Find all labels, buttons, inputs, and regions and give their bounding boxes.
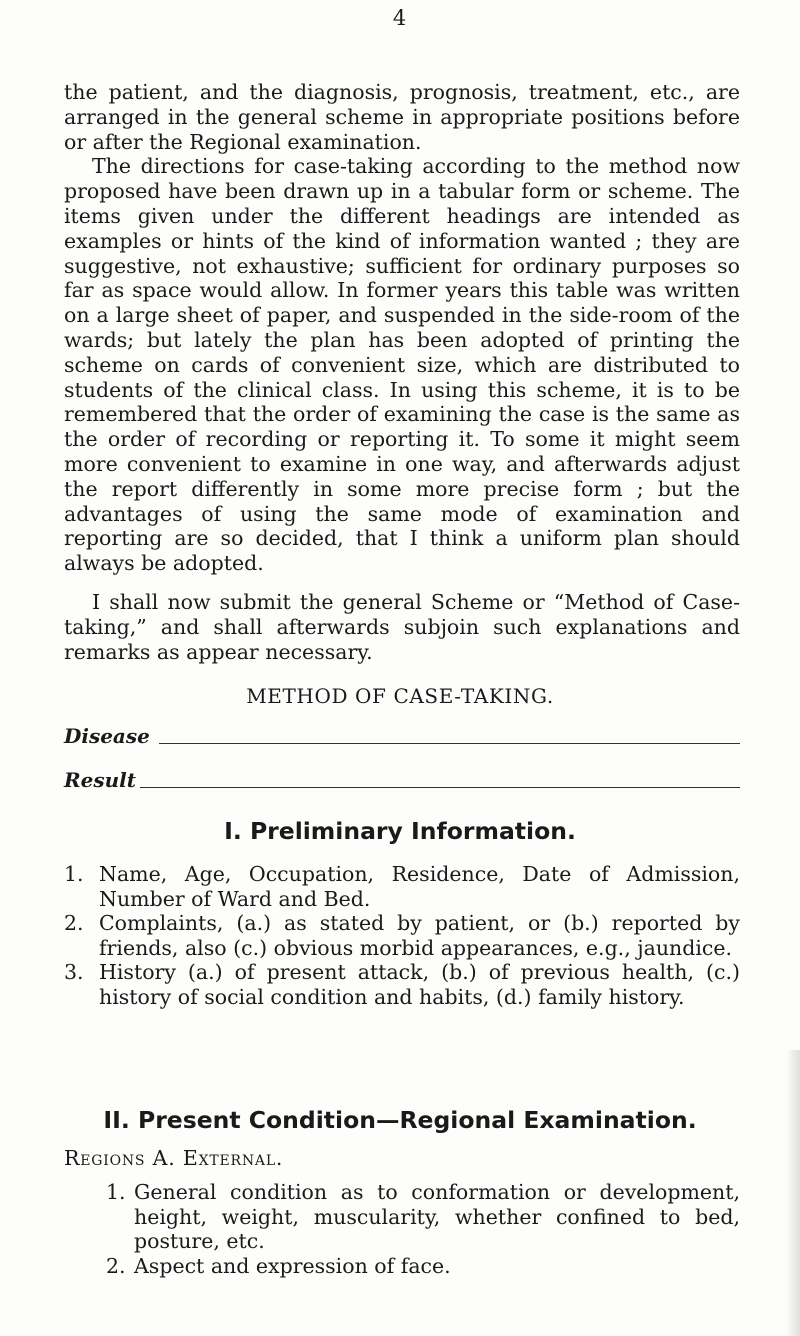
list-item xyxy=(64,960,740,1009)
result-label: Result xyxy=(64,768,136,792)
preliminary-list xyxy=(64,862,740,1010)
intro-paragraph xyxy=(64,80,740,576)
submit-paragraph-text: I shall now submit the general Scheme or “Method of Case-taking,” and shall afterwards subjoin such explanations and remarks as appear necessary. xyxy=(64,590,740,664)
list-item xyxy=(64,911,740,960)
list-item-number: 3. xyxy=(64,960,84,985)
page-number: 4 xyxy=(392,6,408,30)
list-item-number: 2. xyxy=(106,1253,126,1278)
regions-subheading: Regions A. External. xyxy=(64,1146,284,1170)
disease-label: Disease xyxy=(64,724,150,748)
list-item-number: 1. xyxy=(106,1180,126,1204)
page-edge-shadow xyxy=(786,1050,800,1336)
list-item-text: History (a.) of present attack, (b.) of previous health, (c.) history of social condition and habits, (d.) family history. xyxy=(99,960,740,1009)
method-title: METHOD OF CASE-TAKING. xyxy=(246,684,554,708)
intro-paragraph-line2: The directions for case-taking according to the method now proposed have been drawn up in a tabular form or scheme. The items given under the different headings are intended as examples or hints of the kind of information wanted ; they are suggestive, not exhaustive; sufficient for ordinary purposes so far as space would allow. In former years this table was written on a large sheet of paper, and suspended in the side-room of the wards; but lately the plan has been adopted of printing the scheme on cards of convenient size, which are distributed to students of the clinical class. In using this scheme, it is to be remembered that the order of examining the case is the same as the order of recording or reporting it. To some it might seem more convenient to examine in one way, and afterwards adjust the report differently in some more precise form ; but the advantages of using the same mode of examination and reporting are so decided, that I think a uniform plan should always be adopted. xyxy=(64,154,740,576)
result-field xyxy=(64,768,740,792)
intro-paragraph-line1: the patient, and the diagnosis, prognosis, treatment, etc., are arranged in the general scheme in appropriate positions before or after the Regional examination. xyxy=(64,80,740,154)
list-item xyxy=(106,1180,740,1254)
submit-paragraph xyxy=(64,590,740,664)
disease-blank-line xyxy=(159,743,740,744)
disease-field xyxy=(64,724,740,748)
list-item-text: General condition as to conformation or development, height, weight, muscularity, whether confined to bed, posture, etc. xyxy=(134,1180,740,1254)
result-blank-line xyxy=(140,787,740,788)
list-item-text: Complaints, (a.) as stated by patient, or (b.) reported by friends, also (c.) obvious morbid appearances, e.g., jaundice. xyxy=(99,911,740,960)
list-item-number: 2. xyxy=(64,911,84,936)
section-heading-preliminary: I. Preliminary Information. xyxy=(224,817,576,845)
list-item-text: Aspect and expression of face. xyxy=(134,1253,451,1278)
list-item-number: 1. xyxy=(64,862,84,886)
regional-list xyxy=(106,1180,740,1278)
list-item-text: Name, Age, Occupation, Residence, Date of Admission, Number of Ward and Bed. xyxy=(99,862,740,911)
list-item xyxy=(106,1254,740,1279)
list-item xyxy=(64,862,740,911)
section-heading-present-condition: II. Present Condition—Regional Examination. xyxy=(103,1106,697,1134)
